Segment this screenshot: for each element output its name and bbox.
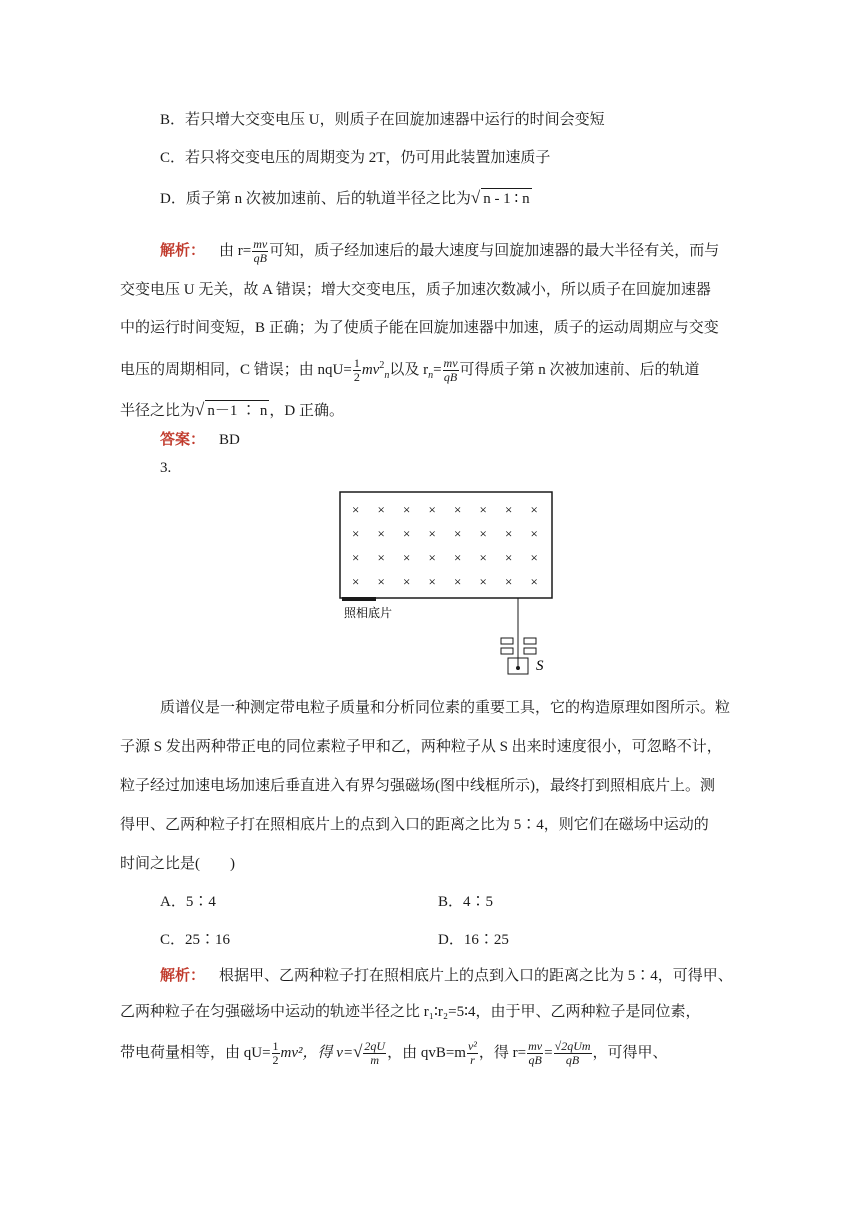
analysis1-line2: 交变电压 U 无关，故 A 错误；增大交变电压，质子加速次数减小，所以质子在回旋加速器 [120,282,711,298]
field-cross: × [403,550,411,565]
field-cross: × [454,550,462,565]
field-cross: × [403,574,411,589]
field-cross: × [428,502,436,517]
field-cross: × [377,526,385,541]
fraction-denominator: r [470,1053,475,1067]
fraction-denominator: qB [565,1053,580,1067]
fraction [443,357,459,384]
question-line: 质谱仪是一种测定带电粒子质量和分析同位素的重要工具，它的构造原理如图所示。粒 [160,700,731,716]
subscript: n [384,370,390,381]
source-dot [516,666,520,670]
analysis-text: = [433,362,442,378]
fraction-denominator: qB [253,251,267,265]
subscript: n [428,370,434,381]
field-cross: × [352,550,360,565]
field-cross: × [377,502,385,517]
fraction-numerator: mv [528,1039,543,1053]
fraction-numerator: 2qUm [561,1039,591,1053]
field-cross: × [454,526,462,541]
field-cross: × [479,550,487,565]
answer-label: 答案： [160,432,206,448]
field-cross: × [530,526,538,541]
field-cross: × [479,526,487,541]
electrode-plate [524,648,536,654]
field-cross: × [352,574,360,589]
analysis2-line3: 带电荷量相等，由 qU= $\frac{1}{2}$ mv²，得 v=√ $\frac{2qU}{m}$ ，由 qvB=m $\frac{\text{v²}}{r}$ ，得 r= $\frac{mv}{qB}$ = $\frac{\text{√2qUm}}{qB}$ ，可得甲、 [120,1039,668,1067]
analysis-text: = [544,1044,553,1061]
field-cross: × [428,550,436,565]
analysis-text: 电压的周期相同，C 错误；由 nqU= [120,362,352,378]
field-cross: × [352,526,360,541]
electrode-plate [501,648,513,654]
field-cross: × [377,550,385,565]
analysis2-line2: 乙两种粒子在匀强磁场中运动的轨迹半径之比 r₁∶r₂=5∶4，由于甲、乙两种粒子是同位素， [120,1004,701,1020]
analysis1-line1 [160,238,719,265]
fraction-numerator: 1 [353,356,360,371]
analysis-text: mv [361,362,380,378]
field-cross: × [505,550,513,565]
question-line: 得甲、乙两种粒子打在照相底片上的点到入口的距离之比为 5∶4，则它们在磁场中运动的 [120,817,709,833]
field-cross: × [428,574,436,589]
option-d-prev-ratio: n - 1 ∶ n [481,188,531,209]
fraction-sqrt: $\frac{\text{√2qUm}}{qB}$ [554,1039,591,1067]
field-cross: × [403,526,411,541]
analysis-text: ，D 正确。 [269,403,344,419]
field-cross: × [505,502,513,517]
analysis-label: 解析： [160,968,206,984]
option-b-prev: B．若只增大交变电压 U，则质子在回旋加速器中运行的时间会变短 [160,112,605,128]
field-cross: × [403,502,411,517]
fraction-denominator: m [370,1053,380,1067]
fraction-half [272,1040,280,1067]
field-cross: × [530,574,538,589]
analysis-text: ，得 r= [478,1044,527,1061]
analysis-label: 解析： [160,242,206,259]
field-cross: × [479,574,487,589]
field-cross: × [505,526,513,541]
answer-value: BD [219,432,240,448]
question-line: 粒子经过加速电场加速后垂直进入有界匀强磁场(图中线框所示)，最终打到照相底片上。测 [120,778,715,794]
fraction-numerator: 1 [272,1039,279,1053]
answer-line [160,430,240,450]
fraction-denominator: 2 [353,370,360,385]
option-c[interactable]: C．25∶16 [160,932,231,948]
option-d-prev: D．质子第 n 次被加速前、后的轨道半径之比为√ n - 1 ∶ n [160,188,530,207]
magnetic-field-box [340,492,552,598]
superscript: 2 [379,360,385,371]
option-b[interactable]: B．4∶5 [438,894,494,910]
source-label: S [536,658,544,674]
plate-label: 照相底片 [344,606,393,620]
field-cross: × [454,502,462,517]
field-cross: × [479,502,487,517]
field-cross: × [428,526,436,541]
fraction [467,1040,478,1067]
analysis1-line5: 半径之比为√ n－1 ∶ n ，D 正确。 [120,400,344,419]
electrode-plate [501,638,513,644]
analysis-text: 由 r= [219,242,252,259]
fraction-denominator: qB [528,1053,542,1067]
field-crosses [352,502,538,589]
field-cross: × [530,550,538,565]
fraction [527,1040,543,1067]
fraction-half [353,357,361,384]
analysis-text: 可得质子第 n 次被加速前、后的轨道 [459,362,700,378]
analysis-text: 可知，质子经加速后的最大速度与回旋加速器的最大半径有关，而与 [269,242,720,259]
analysis-text: 以及 r [389,362,429,378]
fraction-numerator: v² [467,1039,477,1053]
option-a[interactable]: A．5∶4 [160,894,216,910]
analysis-text: ，可得甲、 [592,1044,668,1061]
fraction-denominator: 2 [272,1053,279,1067]
field-cross: × [352,502,360,517]
fraction-sqrt [363,1040,386,1067]
field-cross: × [505,574,513,589]
fraction-numerator: 2qU [364,1039,386,1053]
analysis-text: 半径之比为 [120,403,196,419]
question-number: 3. [160,460,172,476]
option-d-prev-text: D．质子第 n 次被加速前、后的轨道半径之比为 [160,191,471,207]
option-d[interactable]: D．16∶25 [438,932,509,948]
analysis2-line1 [160,966,733,986]
field-cross: × [530,502,538,517]
analysis-text: 根据甲、乙两种粒子打在照相底片上的点到入口的距离之比为 5∶4，可得甲、 [219,968,733,984]
photo-plate [342,597,376,601]
mass-spectrometer-figure [338,490,578,680]
analysis-text: mv²，得 v= [280,1044,354,1061]
ratio: n－1 ∶ n [205,400,269,421]
analysis1-line3: 中的运行时间变短，B 正确；为了使质子能在回旋加速器中加速，质子的运动周期应与交变 [120,320,719,336]
analysis1-line4 [120,356,700,386]
question-line: 时间之比是( ) [120,856,235,872]
option-c-prev: C．若只将交变电压的周期变为 2T，仍可用此装置加速质子 [160,150,551,166]
fraction-numerator: mv [253,237,268,251]
fraction-numerator: mv [443,356,458,371]
question-line: 子源 S 发出两种带正电的同位素粒子甲和乙，两种粒子从 S 出来时速度很小，可忽略不计， [120,739,722,755]
field-cross: × [377,574,385,589]
fraction [252,238,268,265]
electrode-plate [524,638,536,644]
field-cross: × [454,574,462,589]
analysis-text: ，由 qvB=m [387,1044,466,1061]
fraction-denominator: qB [443,370,458,385]
analysis-text: 带电荷量相等，由 qU= [120,1044,271,1061]
